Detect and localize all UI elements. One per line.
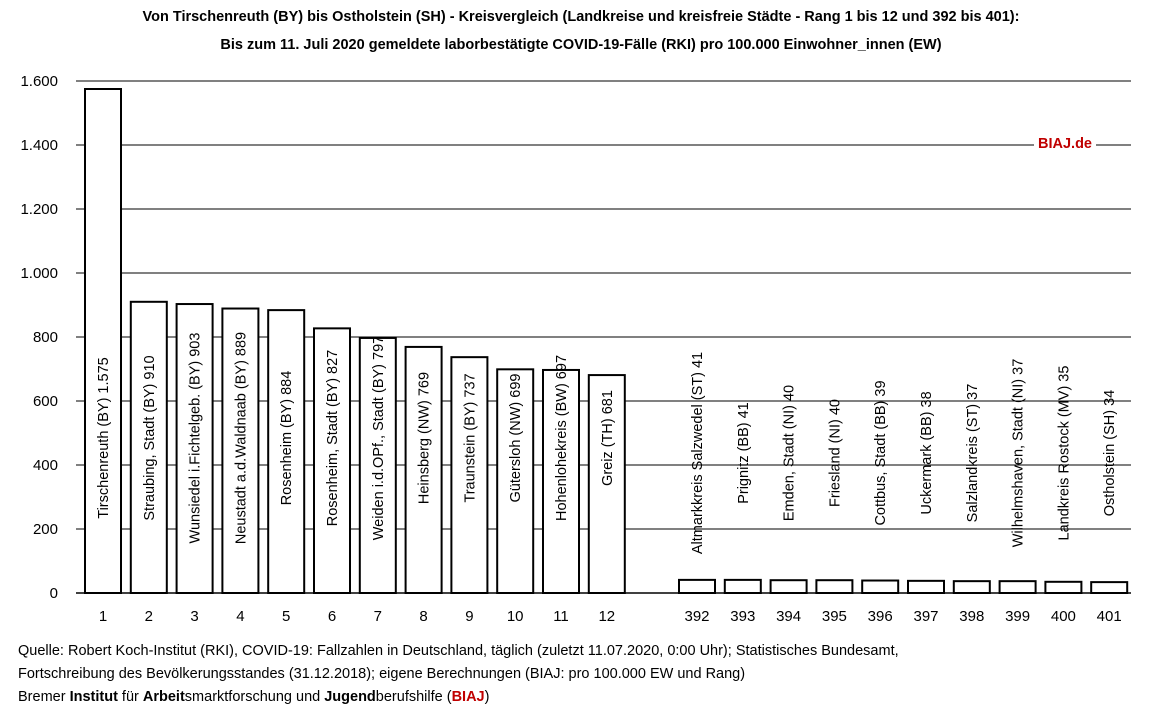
x-tick-label: 8 — [419, 608, 428, 625]
bar-label: Wilhelmshaven, Stadt (NI) 37 — [1010, 358, 1027, 548]
x-tick-label: 1 — [98, 608, 108, 625]
x-tick-label: 392 — [684, 608, 710, 625]
y-tick-label: 600 — [32, 393, 58, 410]
bar — [954, 581, 990, 593]
x-tick-label: 12 — [598, 608, 616, 625]
bar-label: Hohenlohekreis (BW) 697 — [554, 354, 570, 522]
bar-label: Traunstein (BY) 737 — [462, 373, 479, 503]
chart-title-line-2: Bis zum 11. Juli 2020 gemeldete laborbestätigte COVID-19-Fälle (RKI) pro 100.000 Einwohner_innen (EW) — [220, 37, 942, 53]
bar — [1000, 581, 1036, 593]
x-tick-label: 394 — [776, 608, 802, 625]
bar-label: Gütersloh (NW) 699 — [508, 373, 525, 503]
bar-label: Rosenheim, Stadt (BY) 827 — [325, 349, 341, 527]
y-tick-label: 0 — [49, 585, 58, 602]
bar-label: Ostholstein (SH) 34 — [1102, 389, 1119, 517]
x-tick-label: 6 — [327, 608, 337, 625]
bar-label: Greiz (TH) 681 — [599, 390, 616, 486]
y-tick-label: 1.600 — [20, 73, 58, 90]
x-tick-label: 3 — [190, 608, 199, 625]
x-tick-label: 11 — [553, 608, 569, 625]
y-tick-label: 200 — [32, 521, 58, 538]
source-part: smarktforschung und — [184, 689, 325, 705]
bar — [862, 581, 898, 593]
y-tick-label: 1.000 — [20, 265, 58, 282]
source-part-bold: Arbeit — [142, 689, 185, 705]
bar-label: Weiden i.d.OPf., Stadt (BY) 797 — [370, 335, 387, 541]
y-tick-label: 1.200 — [20, 201, 58, 218]
y-tick-label: 800 — [32, 329, 58, 346]
x-tick-label: 4 — [236, 608, 245, 625]
x-tick-label: 399 — [1005, 608, 1031, 625]
y-tick-label: 1.400 — [20, 137, 58, 154]
x-tick-label: 397 — [913, 608, 939, 625]
x-tick-label: 395 — [821, 608, 847, 625]
bar — [725, 580, 761, 593]
bar-label: Emden, Stadt (NI) 40 — [781, 384, 798, 522]
bar-label: Salzlandkreis (ST) 37 — [964, 383, 981, 523]
x-tick-label: 393 — [730, 608, 756, 625]
bar — [1045, 582, 1081, 593]
source-line-1: Quelle: Robert Koch-Institut (RKI), COVID-19: Fallzahlen in Deutschland, täglich (zuletzt 11.07.2020, 0:00 Uhr); Statistisches Bundesamt, — [18, 643, 899, 659]
bar — [1091, 582, 1127, 593]
bar-label: Prignitz (BB) 41 — [735, 402, 752, 504]
source-part: Bremer — [18, 689, 70, 705]
bar-label: Heinsberg (NW) 769 — [416, 371, 433, 505]
bar-label: Neustadt a.d.Waldnaab (BY) 889 — [233, 331, 250, 545]
bar-label: Tirschenreuth (BY) 1.575 — [96, 357, 112, 519]
x-tick-label: 5 — [282, 608, 291, 625]
bar — [908, 581, 944, 593]
x-tick-label: 398 — [959, 608, 985, 625]
x-tick-label: 396 — [867, 608, 893, 625]
x-tick-label: 9 — [465, 608, 474, 625]
bar — [816, 580, 852, 593]
bar — [771, 580, 807, 593]
source-part-bold: Institut — [69, 689, 118, 705]
x-tick-label: 10 — [506, 608, 524, 625]
x-tick-label: 2 — [144, 608, 153, 625]
bar — [679, 580, 715, 593]
biaj-watermark: BIAJ.de — [1034, 134, 1096, 154]
biaj-brand: BIAJ — [451, 689, 485, 705]
source-line-3 — [18, 686, 489, 708]
bar-label: Wunsiedel i.Fichtelgeb. (BY) 903 — [187, 332, 204, 544]
bar-label: Straubing, Stadt (BY) 910 — [141, 355, 158, 521]
bar-label: Landkreis Rostock (MV) 35 — [1056, 365, 1073, 541]
x-tick-label: 400 — [1050, 608, 1076, 625]
source-part: berufshilfe ( — [375, 689, 452, 705]
bar-label: Cottbus, Stadt (BB) 39 — [873, 380, 890, 526]
x-tick-label: 401 — [1096, 608, 1122, 625]
source-part: für — [117, 689, 143, 705]
source-line-2: Fortschreibung des Bevölkerungsstandes (31.12.2018); eigene Berechnungen (BIAJ: pro 100.000 EW und Rang) — [18, 666, 746, 682]
bar-label: Friesland (NI) 40 — [827, 399, 844, 507]
bar-label: Altmarkkreis Salzwedel (ST) 41 — [690, 351, 706, 555]
source-part-bold: Jugend — [324, 689, 376, 705]
bar-label: Rosenheim (BY) 884 — [279, 370, 296, 506]
chart-title-line-1: Von Tirschenreuth (BY) bis Ostholstein (SH) - Kreisvergleich (Landkreise und kreisfreie Städte - Rang 1 bis 12 und 392 bis 401): — [142, 9, 1020, 25]
x-tick-label: 7 — [373, 608, 382, 625]
source-part: ) — [484, 689, 490, 705]
y-tick-label: 400 — [32, 457, 58, 474]
bar-label: Uckermark (BB) 38 — [919, 391, 935, 515]
